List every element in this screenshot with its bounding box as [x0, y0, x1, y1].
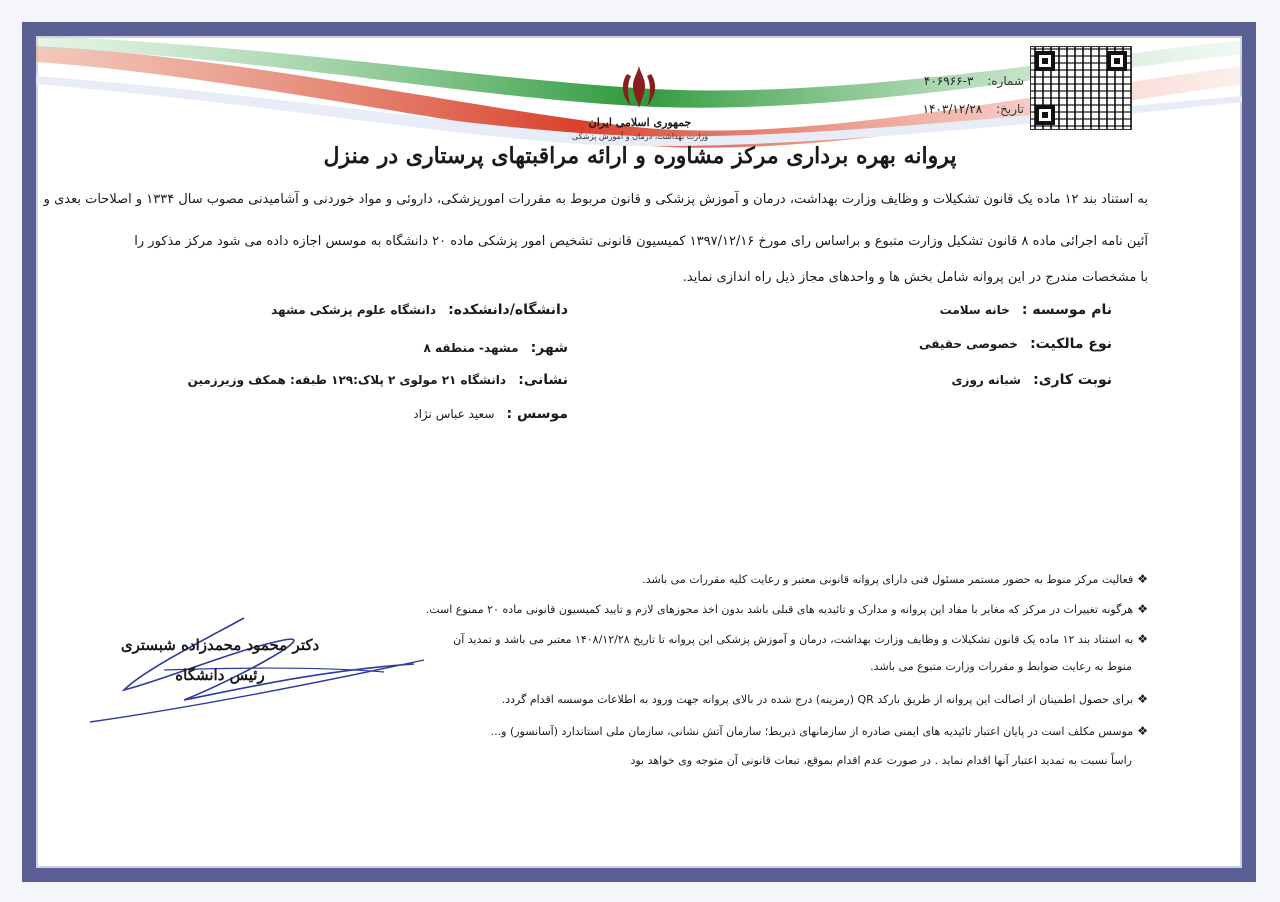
- field-value: دانشگاه ۲۱ مولوی ۲ پلاک:۱۲۹ طبقه: همکف وزیرزمین: [187, 373, 507, 387]
- field-university: [271, 302, 568, 318]
- document-number-value: ۳-۴۰۶۹۶۶: [923, 74, 974, 88]
- field-city: [423, 340, 568, 356]
- note-4: [502, 692, 1148, 706]
- bullet-icon: ❖: [1137, 602, 1148, 616]
- bullet-icon: ❖: [1137, 692, 1148, 706]
- field-shift: [952, 372, 1112, 388]
- bullet-icon: ❖: [1137, 724, 1148, 738]
- field-value: شبانه روزی: [951, 373, 1021, 387]
- note-2: [426, 602, 1148, 616]
- iran-emblem-icon: [617, 64, 661, 112]
- field-value: مشهد- منطقه ۸: [423, 341, 519, 355]
- note-5: [491, 724, 1148, 738]
- document-number-label: شماره:: [987, 74, 1024, 88]
- field-label: موسس :: [506, 406, 568, 422]
- field-label: نشانی:: [518, 372, 568, 388]
- emblem-caption: جمهوری اسلامی ایران: [588, 116, 692, 129]
- field-label: دانشگاه/دانشکده:: [448, 302, 568, 318]
- intro-line-2: آئین نامه اجرائی ماده ۸ قانون تشکیل وزارت متبوع و براساس رای مورخ ۱۳۹۷/۱۲/۱۶ کمیسیون قانونی تشخیص امور پزشکی ماده ۲۰ دانشگاه به موسس اجازه داده می شود مرکز مذکور را: [134, 234, 1148, 249]
- intro-line-3: با مشخصات مندرج در این پروانه شامل بخش ها و واحدهای مجاز ذیل راه اندازی نماید.: [682, 270, 1148, 285]
- emblem-subcaption: وزارت بهداشت، درمان و آموزش پزشکی: [571, 132, 709, 141]
- note-text: به استناد بند ۱۲ ماده یک قانون تشکیلات و وظایف وزارت بهداشت، درمان و آموزش پزشکی این پروانه تا تاریخ ۱۴۰۸/۱۲/۲۸ معتبر می باشد و تمدید آن: [453, 633, 1134, 646]
- intro-line-1: به استناد بند ۱۲ ماده یک قانون تشکیلات و وظایف وزارت بهداشت، درمان و آموزش پزشکی و قانون مربوط به مقررات امورپزشکی، داروئی و مواد خوردنی و آشامیدنی مصوب سال ۱۳۳۴ و اصلاحات بعدی و: [43, 192, 1148, 207]
- document-number: [924, 74, 1024, 88]
- field-label: نام موسسه :: [1021, 302, 1112, 318]
- signatory-role: رئیس دانشگاه: [175, 666, 265, 684]
- field-institution-name: [940, 302, 1112, 318]
- document-date: [923, 102, 1024, 116]
- field-address: [188, 372, 568, 388]
- field-ownership: [919, 336, 1112, 352]
- note-3-continued: منوط به رعایت ضوابط و مقررات وزارت متبوع می باشد.: [870, 660, 1132, 673]
- signatory-name: دکتر محمود محمدزاده شبستری: [120, 636, 320, 654]
- field-label: نوع مالکیت:: [1030, 336, 1112, 352]
- qr-finder-icon: [1035, 105, 1055, 125]
- document-date-label: تاریخ:: [996, 102, 1024, 116]
- field-value: دانشگاه علوم پزشکی مشهد: [271, 303, 437, 317]
- bullet-icon: ❖: [1137, 572, 1148, 586]
- qr-code[interactable]: [1030, 46, 1132, 130]
- qr-finder-icon: [1107, 51, 1127, 71]
- field-label: نوبت کاری:: [1033, 372, 1112, 388]
- field-value: خصوصی حقیقی: [919, 337, 1018, 351]
- note-5-continued: راساً نسبت به تمدید اعتبار آنها اقدام نماید . در صورت عدم اقدام بموقع، تبعات قانونی آن متوجه وی خواهد بود: [630, 754, 1132, 767]
- note-text: هرگونه تغییرات در مرکز که مغایر با مفاد این پروانه و مدارک و تائیدیه های قبلی باشد بدون اخذ مجوزهای لازم و تایید کمیسیون قانونی ماده ۲۰ ممنوع است.: [425, 603, 1134, 616]
- note-text: موسس مکلف است در پایان اعتبار تائیدیه های ایمنی صادره از سازمانهای ذیربط؛ سازمان آتش نشانی، سازمان ملی استاندارد (آسانسور) و...: [490, 725, 1134, 738]
- note-text: فعالیت مرکز منوط به حضور مستمر مسئول فنی دارای پروانه قانونی معتبر و رعایت کلیه مقررات می باشد.: [642, 573, 1134, 586]
- certificate-title: پروانه بهره برداری مرکز مشاوره و ارائه مراقبتهای پرستاری در منزل: [323, 143, 957, 169]
- field-founder: [413, 406, 568, 422]
- note-3: [453, 632, 1148, 646]
- field-label: شهر:: [530, 340, 568, 356]
- field-value: سعید عباس نژاد: [413, 407, 495, 421]
- note-text: برای حصول اطمینان از اصالت این پروانه از طریق بارکد QR (رمزینه) درج شده در بالای پروانه جهت ورود به اطلاعات موسسه اقدام گردد.: [501, 693, 1134, 706]
- note-1: [642, 572, 1148, 586]
- field-value: خانه سلامت: [939, 303, 1010, 317]
- bullet-icon: ❖: [1137, 632, 1148, 646]
- qr-finder-icon: [1035, 51, 1055, 71]
- document-date-value: ۱۴۰۳/۱۲/۲۸: [922, 102, 983, 116]
